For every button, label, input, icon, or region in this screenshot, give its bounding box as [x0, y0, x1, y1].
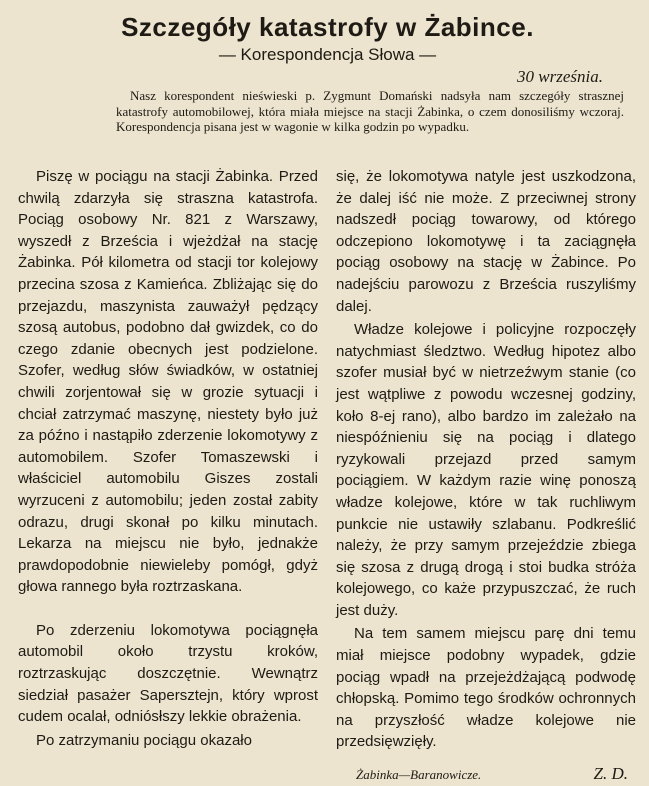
article-intro: Nasz korespondent nieświeski p. Zygmunt Domański nadsyła nam szczegóły strasznej katastrofy automobilowej, która miała miejsce na stacji Żabinka, o czem donosiliśmy wczoraj. Korespondencja pisana jest w wagonie w kilka godzin po wypadku.	[116, 88, 624, 134]
paragraph: Po zderzeniu lokomotywa pociągnęła automobil około trzystu kroków, roztrzaskując doszczętnie. Wewnątrz siedział pasażer Sapersztejn, który wprost cudem ocalał, odniósłszy lekkie obrażenia.	[18, 621, 318, 726]
article-dateline: 30 września.	[517, 67, 603, 86]
article-signoff	[336, 763, 636, 786]
signoff-place: Żabinka—Baranowicze.	[356, 767, 482, 783]
article-subtitle: — Korespondencja Słowa —	[218, 45, 437, 64]
article-body	[18, 166, 636, 786]
left-column	[18, 166, 318, 786]
paragraph: się, że lokomotywa natyle jest uszkodzona, że dalej iść nie może. Z przeciwnej strony nadszedł pociąg towarowy, od którego odczepiono lokomotywę i ta zaciągnęła pociąg osobowy na stację w Żabince. Po nadejściu parowozu z Brześcia ruszyliśmy dalej.	[336, 168, 636, 315]
paragraph: Na tem samem miejscu parę dni temu miał miejsce podobny wypadek, gdzie pociąg wpadł na przejeżdżającą podwodę chłopską. Pomimo tego środków ochronnych na przyszłość władze kolejowe nie przedsięwzięły.	[336, 625, 636, 751]
author-initials: Z. D.	[593, 764, 628, 784]
right-column	[336, 166, 636, 786]
paragraph: Władze kolejowe i policyjne rozpoczęły natychmiast śledztwo. Według hipotez albo szofer musiał być w nietrzeźwym stanie (co jest wątpliwe z powodu wczesnej godziny, koło 8-ej rano), albo bardzo im zależało na niespóźnieniu się na pociąg i dlatego ryzykowali przejazd przed samym pociągiem. W każdym razie winę ponoszą władze kolejowe, które w tak ruchliwym punkcie nie ustawiły szlabanu. Podkreślić należy, że przy samym przejeździe zbiega się szosa z drugą drogą i stoi budka stróża kolejowego, co każe przypuszczać, że ruch jest duży.	[336, 321, 636, 619]
paragraph: Piszę w pociągu na stacji Żabinka. Przed chwilą zdarzyła się straszna katastrofa. Pociąg osobowy Nr. 821 z Warszawy, wyszedł z Brześcia i wjeżdżał na stację Żabinka. Pół kilometra od stacji tor kolejowy przecina szosa z Kamieńca. Zbliżając się do przejazdu, maszynista zauważył pędzący szosą autobus, podobno dał gwizdek, co do czego zdanie obecnych jest podzielone. Szofer, według słów świadków, w ostatniej chwili zorjentował się w grozie sytuacji i chciał zatrzymać maszynę, niestety było już za późno i nastąpiło zderzenie lokomotywy z automobilem. Szofer Tomaszewski i właściciel automobilu Giszes zostali wyrzuceni z automobilu; jeden został zabity odrazu, drugi skonał po kilku minutach. Lekarza na miejscu nie było, jednakże prawdopodobnie niewieleby pomógł, gdyż głowa rannego była roztrzaskana.	[18, 168, 318, 596]
paragraph: Po zatrzymaniu pociągu okazało	[36, 731, 252, 749]
article-title: Szczegóły katastrofy w Żabince.	[121, 12, 534, 42]
